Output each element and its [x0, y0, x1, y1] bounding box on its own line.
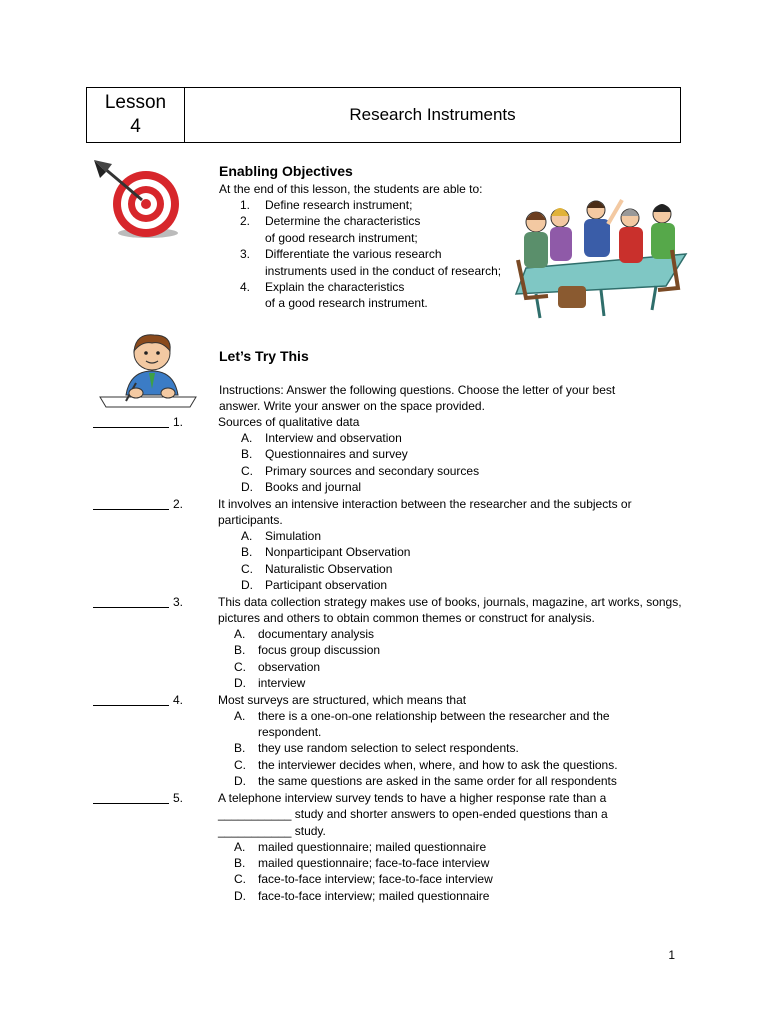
- answer-blank[interactable]: [93, 803, 169, 804]
- question-number: 3.: [173, 595, 184, 609]
- lesson-header: [86, 87, 681, 143]
- objectives-heading: Enabling Objectives: [219, 163, 353, 179]
- answer-blank[interactable]: [93, 705, 169, 706]
- boy-writing-illustration: [96, 333, 202, 411]
- page-number: 1: [668, 948, 675, 962]
- question-number: 2.: [173, 497, 184, 511]
- try-this-heading: Let’s Try This: [219, 348, 309, 364]
- objective-item: 1. Define research instrument;: [240, 198, 413, 212]
- answer-blank[interactable]: [93, 509, 169, 510]
- question-stem: Most surveys are structured, which means that: [218, 693, 467, 707]
- objectives-list: 1. Define research instrument; 2. Determine the characteristics of good research instrument; 3. Differentiate the various research instruments used in the conduct of research; 4. Explain the characteristics of a good research instrument.: [240, 197, 540, 312]
- question-number: 5.: [173, 791, 184, 805]
- lesson-word: Lesson: [104, 92, 167, 113]
- question-number: 1.: [173, 415, 184, 429]
- answer-blank[interactable]: [93, 607, 169, 608]
- lesson-title: Research Instruments: [349, 105, 516, 124]
- instructions-line-2: answer. Write your answer on the space provided.: [219, 399, 485, 413]
- question-stem: A telephone interview survey tends to have a higher response rate than a ___________ study and shorter answers to open-ended questions than a ___________ study.: [218, 791, 608, 838]
- question-number: 4.: [173, 693, 184, 707]
- question-stem: It involves an intensive interaction between the researcher and the subjects or participants.: [218, 497, 632, 528]
- question-stem: Sources of qualitative data: [218, 415, 360, 429]
- question-stem: This data collection strategy makes use of books, journals, magazine, art works, songs, pictures and others to obtain common themes or construct for analysis.: [218, 595, 682, 626]
- instructions-line-1: Instructions: Answer the following questions. Choose the letter of your best: [219, 383, 616, 397]
- objective-item: 4. Explain the characteristics: [240, 279, 405, 294]
- objective-item: 2. Determine the characteristics: [240, 214, 421, 229]
- meeting-illustration: [496, 190, 692, 320]
- lesson-number: 4: [130, 116, 141, 137]
- lesson-label: [87, 88, 185, 142]
- target-illustration: [92, 158, 192, 240]
- objectives-intro: At the end of this lesson, the students are able to:: [219, 182, 483, 196]
- answer-blank[interactable]: [93, 427, 169, 428]
- objective-item: 3. Differentiate the various research: [240, 247, 442, 262]
